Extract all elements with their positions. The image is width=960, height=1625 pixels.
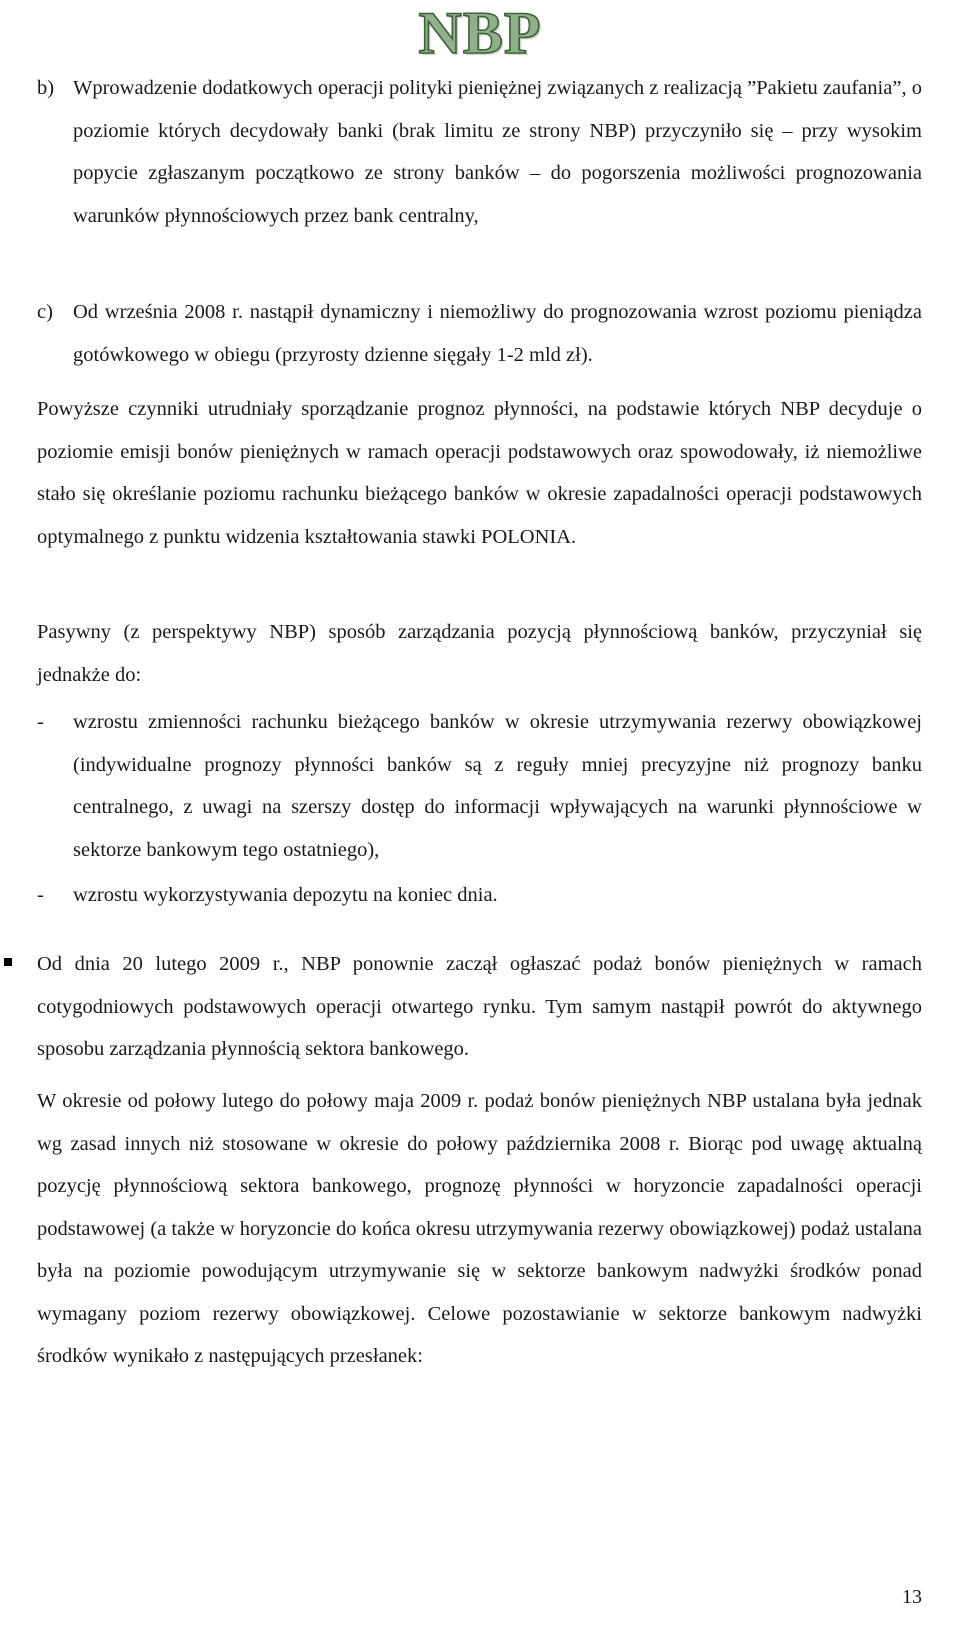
paragraph-feb-2009	[37, 943, 922, 1071]
paragraph-feb-2009-text: Od dnia 20 lutego 2009 r., NBP ponownie zaczął ogłaszać podaż bonów pieniężnych w ramach cotygodniowych podstawowych operacji otwartego rynku. Tym samym nastąpił powrót do aktywnego sposobu zarządzania płynnością sektora bankowego.	[37, 953, 922, 1060]
dash-marker: -	[37, 884, 44, 906]
dash-item	[37, 874, 922, 917]
page-number: 13	[902, 1586, 922, 1608]
paragraph-mid-feb-may: W okresie od połowy lutego do połowy maja 2009 r. podaż bonów pieniężnych NBP ustalana była jednak wg zasad innych niż stosowane w okresie do połowy października 2008 r. Biorąc pod uwagę aktualną pozycję płynnościową sektora bankowego, prognozę płynności w horyzoncie zapadalności operacji podstawowej (a także w horyzoncie do końca okresu utrzymywania rezerwy obowiązkowej) podaż ustalana była na poziomie powodującym utrzymywanie się w sektorze bankowym nadwyżki środków ponad wymagany poziom rezerwy obowiązkowej. Celowe pozostawianie w sektorze bankowym nadwyżki środków wynikało z następujących przesłanek:	[37, 1090, 922, 1367]
dash-item-text: wzrostu wykorzystywania depozytu na koniec dnia.	[73, 884, 498, 906]
paragraph-factors: Powyższe czynniki utrudniały sporządzanie prognoz płynności, na podstawie których NBP decyduje o poziomie emisji bonów pieniężnych w ramach operacji podstawowych oraz spowodowały, iż niemożliwe stało się określanie poziomu rachunku bieżącego banków w okresie zapadalności operacji podstawowych optymalnego z punktu widzenia kształtowania stawki POLONIA.	[37, 398, 922, 548]
paragraph-passive: Pasywny (z perspektywy NBP) sposób zarządzania pozycją płynnościową banków, przyczyniał się jednakże do:	[37, 621, 922, 686]
list-marker: b)	[37, 77, 55, 99]
nbp-logo: NBP	[418, 0, 542, 66]
list-marker: c)	[37, 301, 53, 323]
dash-item	[37, 701, 922, 871]
list-item-c	[37, 291, 922, 376]
square-bullet-icon	[4, 958, 12, 966]
list-item-text: Od września 2008 r. nastąpił dynamiczny i niemożliwy do prognozowania wzrost poziomu pieniądza gotówkowego w obiegu (przyrosty dzienne sięgały 1-2 mld zł).	[73, 301, 922, 366]
dash-marker: -	[37, 711, 44, 733]
list-item-b	[37, 67, 922, 237]
dash-item-text: wzrostu zmienności rachunku bieżącego banków w okresie utrzymywania rezerwy obowiązkowej (indywidualne prognozy płynności banków są z reguły mniej precyzyjne niż prognozy banku centralnego, z uwagi na szerszy dostęp do informacji wpływających na warunki płynnościowe w sektorze bankowym tego ostatniego),	[73, 711, 922, 861]
list-item-text: Wprowadzenie dodatkowych operacji polityki pieniężnej związanych z realizacją ”Pakietu zaufania”, o poziomie których decydowały banki (brak limitu ze strony NBP) przyczyniło się – przy wysokim popycie zgłaszanym początkowo ze strony banków – do pogorszenia możliwości prognozowania warunków płynnościowych przez bank centralny,	[73, 77, 922, 227]
